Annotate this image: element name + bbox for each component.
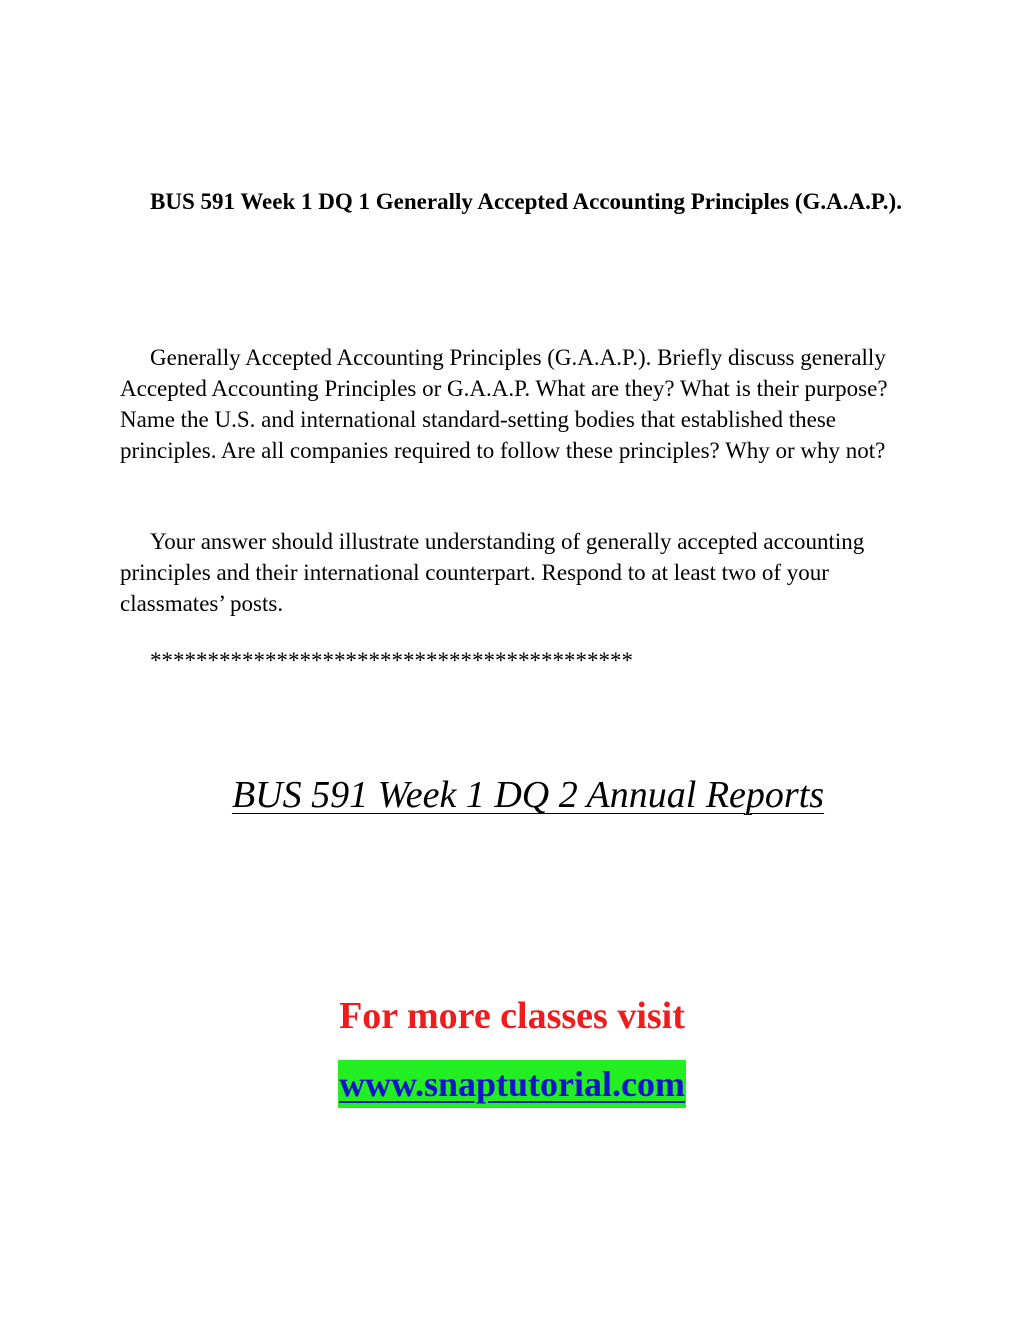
- website-link[interactable]: www.snaptutorial.com: [338, 1060, 686, 1108]
- separator-asterisks: ******************************************: [150, 648, 633, 673]
- next-question-heading: BUS 591 Week 1 DQ 2 Annual Reports: [231, 774, 825, 816]
- instruction-paragraph: Your answer should illustrate understanding of generally accepted accounting principles and their international counterpart. Respond to at least two of your classmates’ posts.: [120, 529, 865, 616]
- link-container: [0, 1060, 1024, 1108]
- question-paragraph: Generally Accepted Accounting Principles (G.A.A.P.). Briefly discuss generally Accepted Accounting Principles or G.A.A.P. What are they? What is their purpose? Name the U.S. and international standard-setting bodies that established these principles. Are all companies required to follow these principles? Why or why not?: [120, 345, 888, 463]
- promo-text: For more classes visit: [339, 995, 685, 1037]
- question-heading: BUS 591 Week 1 DQ 1 Generally Accepted Accounting Principles (G.A.A.P.).: [150, 189, 902, 214]
